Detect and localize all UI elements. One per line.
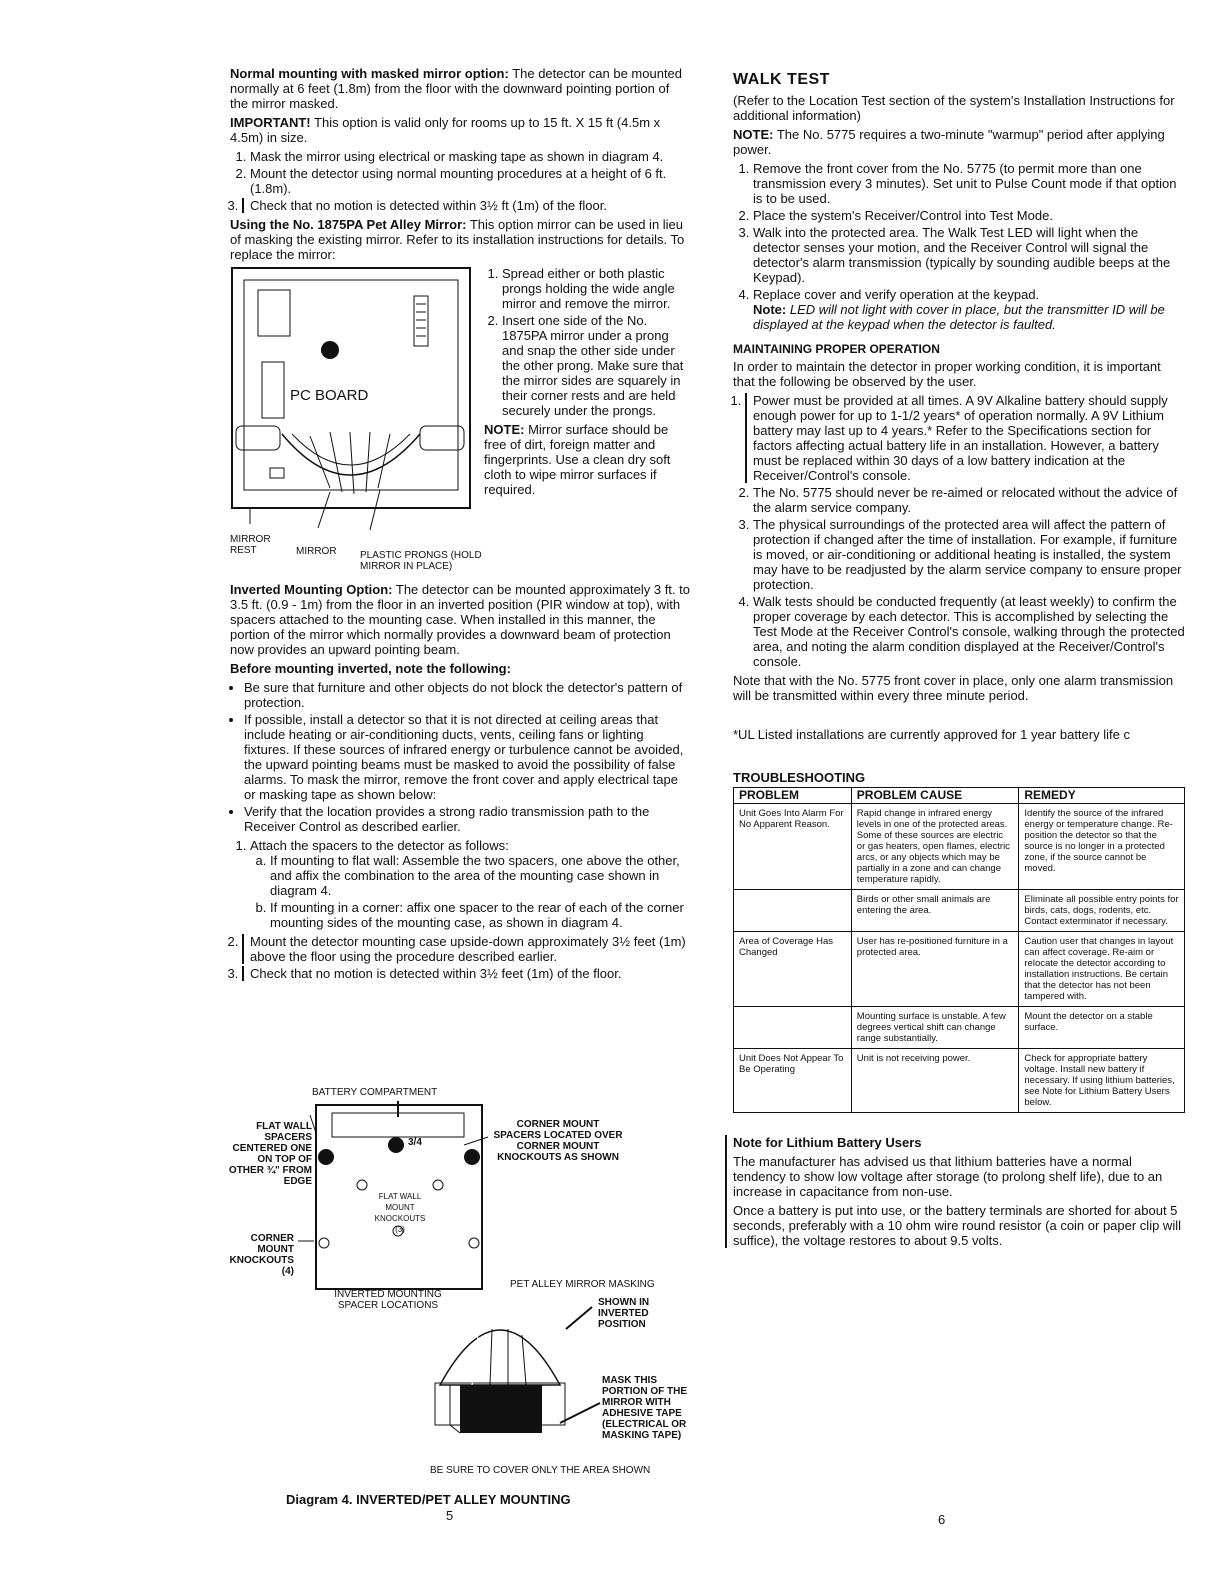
list-item: a. If mounting to flat wall: Assemble the two spacers, one above the other, and affix the combination to the area of the mounting case shown in diagram 4. xyxy=(270,853,690,898)
battery-compartment-label: BATTERY COMPARTMENT xyxy=(312,1087,438,1098)
table-header-row xyxy=(734,788,1185,804)
walk-test-note-text: The No. 5775 requires a two-minute "warmup" period after applying power. xyxy=(733,127,1165,157)
table-row xyxy=(734,1049,1185,1113)
diagram-4 xyxy=(220,1085,700,1485)
cause-cell: Mounting surface is unstable. A few degrees vertical shift can change range substantially. xyxy=(851,1007,1019,1049)
list-item: 2. Place the system's Receiver/Control into Test Mode. xyxy=(753,208,1185,223)
pet-alley-note xyxy=(484,422,690,497)
plastic-prongs-label: PLASTIC PRONGS (HOLD MIRROR IN PLACE) xyxy=(360,550,482,572)
maintaining-heading: MAINTAINING PROPER OPERATION xyxy=(733,342,940,356)
important-text: This option is valid only for rooms up to 15 ft. X 15 ft (4.5m x 4.5m) in size. xyxy=(230,115,661,145)
walk-test-steps xyxy=(733,161,1185,332)
table-row xyxy=(734,890,1185,932)
troubleshooting-heading: TROUBLESHOOTING xyxy=(733,770,866,785)
flat-wall-knockouts-label: FLAT WALL MOUNT KNOCKOUTS (3) xyxy=(374,1192,426,1234)
problem-cell xyxy=(734,1007,852,1049)
pet-alley-note-text: Mirror surface should be free of dirt, foreign matter and fingerprints. Use a clean dry soft cloth to wipe mirror surfaces if required. xyxy=(484,422,671,497)
cause-cell: Unit is not receiving power. xyxy=(851,1049,1019,1113)
table-row xyxy=(734,932,1185,1007)
remedy-cell: Check for appropriate battery voltage. Install new battery if necessary. If using lithium batteries, see Note for Lithium Battery Users below. xyxy=(1019,1049,1185,1113)
maintaining-items xyxy=(733,393,1185,669)
inverted-text: The detector can be mounted approximately 3 ft. to 3.5 ft. (0.9 - 1m) from the floor in an inverted position (PIR window at top), with spacers attached to the mounting case. When installed in this manner, the portion of the mirror which normally provides a downward beam of protection now provides an upward pointing beam. xyxy=(230,582,690,657)
list-item: • Be sure that furniture and other objects do not block the detector's pattern of protection. xyxy=(244,680,690,710)
list-item: 3. Walk into the protected area. The Walk Test LED will light when the detector senses your motion, and the Receiver Control will signal the detector's alarm transmission (typically by sounding audible beeps at the Keypad). xyxy=(753,225,1185,285)
normal-mounting-text: The detector can be mounted normally at 6 feet (1.8m) from the floor with the downward pointing portion of the mirror masked. xyxy=(230,66,683,111)
pet-alley-heading: Using the No. 1875PA Pet Alley Mirror: xyxy=(230,217,467,232)
corner-knockouts-label: CORNER MOUNT KNOCKOUTS (4) xyxy=(229,1233,294,1277)
problem-cell: Unit Does Not Appear To Be Operating xyxy=(734,1049,852,1113)
list-item: 4. Walk tests should be conducted frequently (at least weekly) to confirm the proper coverage by each detector. This is accomplished by selecting the Test Mode at the Receiver Control's console, walking through the protected area, and noting the alarm condition displayed at the Receiver/Control's console. xyxy=(753,594,1185,669)
walk-test-note xyxy=(733,127,1185,157)
mirror-label: MIRROR xyxy=(296,546,337,557)
right-column xyxy=(733,72,1185,1252)
table-row xyxy=(734,1007,1185,1049)
problem-cell: Area of Coverage Has Changed xyxy=(734,932,852,1007)
normal-mounting-para xyxy=(230,66,690,111)
pc-board-label: PC BOARD xyxy=(290,387,369,404)
pet-alley-masking-label: PET ALLEY MIRROR MASKING xyxy=(510,1279,655,1290)
corner-mount-spacers-label: CORNER MOUNT SPACERS LOCATED OVER CORNER MOUNT KNOCKOUTS AS SHOWN xyxy=(493,1119,623,1163)
shown-inverted-label: SHOWN IN INVERTED POSITION xyxy=(598,1297,650,1330)
page-number-6: 6 xyxy=(938,1512,946,1527)
cause-cell: User has re-positioned furniture in a protected area. xyxy=(851,932,1019,1007)
list-item: • If possible, install a detector so that it is not directed at ceiling areas that include heating or air-conditioning ducts, vents, ceiling fans or lighting fixtures. If these sources of infrared energy or turbulence cannot be avoided, the upward pointing beams must be masked to avoid the possibility of false alarms. To mask the mirror, remove the front cover and apply electrical tape or masking tape as shown below: xyxy=(244,712,690,802)
list-item: 1. Power must be provided at all times. A 9V Alkaline battery should supply enough power for up to 1-1/2 years* of operation normally. A 9V Lithium battery may last up to 4 years.* Refer to the Specifications section for factors affecting actual battery life in an installation. However, a battery must be replaced within 30 days of a low battery indication at the Receiver/Control's console. xyxy=(745,393,1185,483)
normal-mounting-steps xyxy=(230,149,690,213)
flat-wall-spacers-label: FLAT WALL SPACERS CENTERED ONE ON TOP OF OTHER ¾" FROM EDGE xyxy=(228,1121,312,1187)
normal-mounting-heading: Normal mounting with masked mirror option: xyxy=(230,66,509,81)
list-item: b. If mounting in a corner: affix one spacer to the rear of each of the corner mounting sides of the mounting case, as shown in diagram 4. xyxy=(270,900,690,930)
problem-cell xyxy=(734,890,852,932)
dimension-label: 3/4 xyxy=(408,1137,422,1148)
lithium-para-2: Once a battery is put into use, or the battery terminals are shorted for about 5 seconds, preferably with a 10 ohm wire round resistor (a coin or paper clip will suffice), the voltage restores to about 9.5 volts. xyxy=(733,1203,1181,1248)
list-item: 3. Check that no motion is detected within 3½ ft (1m) of the floor. xyxy=(242,198,690,213)
column-header: REMEDY xyxy=(1019,788,1185,804)
remedy-cell: Eliminate all possible entry points for birds, cats, dogs, rodents, etc. Contact exterminator if necessary. xyxy=(1019,890,1185,932)
table-row xyxy=(734,804,1185,890)
inverted-heading: Inverted Mounting Option: xyxy=(230,582,393,597)
pc-board-figure xyxy=(230,266,482,576)
before-mounting-bullets xyxy=(230,680,690,834)
step4-note-label: Note: xyxy=(753,302,787,317)
mask-portion-label: MASK THIS PORTION OF THE MIRROR WITH ADHESIVE TAPE (ELECTRICAL OR MASKING TAPE) xyxy=(602,1375,687,1441)
inverted-para xyxy=(230,582,690,657)
ul-footnote: *UL Listed installations are currently approved for 1 year battery life c xyxy=(733,727,1130,742)
left-column xyxy=(230,66,690,985)
walk-test-step-4: Replace cover and verify operation at the keypad. xyxy=(753,287,1040,302)
lithium-note xyxy=(725,1135,1185,1248)
list-item xyxy=(250,838,690,930)
list-item: 2. Mount the detector mounting case upside-down approximately 3½ feet (1m) above the floor using the procedure described earlier. xyxy=(242,934,690,964)
remedy-cell: Identify the source of the infrared energy or temperature change. Re-position the detector so that the source is no longer in a protected zone, if the source cannot be moved. xyxy=(1019,804,1185,890)
remedy-cell: Mount the detector on a stable surface. xyxy=(1019,1007,1185,1049)
list-item: 1. Mask the mirror using electrical or masking tape as shown in diagram 4. xyxy=(250,149,690,164)
walk-test-note-label: NOTE: xyxy=(733,127,774,142)
cause-cell: Rapid change in infrared energy levels in one of the protected areas. Some of these sources are electric or gas heaters, open flames, electric arcs, or any objects which may be partially in a zone and can change temperature rapidly. xyxy=(851,804,1019,890)
lithium-para-1: The manufacturer has advised us that lithium batteries have a normal tendency to show low voltage after storage (to prolong shelf life), due to an increase in capacitance from non-use. xyxy=(733,1154,1163,1199)
maintaining-intro: In order to maintain the detector in proper working condition, it is important that the following be observed by the user. xyxy=(733,359,1161,389)
pet-alley-steps-block xyxy=(484,266,690,576)
list-item: 3. Check that no motion is detected within 3½ feet (1m) of the floor. xyxy=(242,966,690,981)
list-item xyxy=(753,287,1185,332)
before-mounting-heading: Before mounting inverted, note the following: xyxy=(230,661,511,676)
walk-test-heading: WALK TEST xyxy=(733,71,830,88)
list-item: 2. The No. 5775 should never be re-aimed or relocated without the advice of the alarm service company. xyxy=(753,485,1185,515)
inverted-substeps xyxy=(250,853,690,930)
pet-alley-note-label: NOTE: xyxy=(484,422,525,437)
list-item: 2. Mount the detector using normal mounting procedures at a height of 6 ft. (1.8m). xyxy=(250,166,690,196)
diagram-4-caption: Diagram 4. INVERTED/PET ALLEY MOUNTING xyxy=(286,1492,571,1507)
list-item: 2. Insert one side of the No. 1875PA mirror under a prong and snap the other side under the other prong. Make sure that the mirror sides are squarely in their corner rests and are held securely under the prongs. xyxy=(502,313,690,418)
remedy-cell: Caution user that changes in layout can affect coverage. Re-aim or relocate the detector according to installation instructions. Be certain that the detector has not been tampered with. xyxy=(1019,932,1185,1007)
problem-cell: Unit Goes Into Alarm For No Apparent Reason. xyxy=(734,804,852,890)
column-header: PROBLEM xyxy=(734,788,852,804)
list-item: 3. The physical surroundings of the protected area will affect the pattern of protection if changed after the time of installation. For example, if furniture is moved, or air-conditioning or additional heating is installed, the system may have to be readjusted by the alarm service company to ensure proper protection. xyxy=(753,517,1185,592)
pet-alley-text: This option mirror can be used in lieu of masking the existing mirror. Refer to its installation instructions for details. To replace the mirror: xyxy=(230,217,685,262)
troubleshooting-table xyxy=(733,787,1185,1113)
inverted-step-1: Attach the spacers to the detector as follows: xyxy=(250,838,509,853)
be-sure-label: BE SURE TO COVER ONLY THE AREA SHOWN xyxy=(430,1465,651,1476)
maintaining-note: Note that with the No. 5775 front cover in place, only one alarm transmission will be transmitted within every three minute period. xyxy=(733,673,1174,703)
important-label: IMPORTANT! xyxy=(230,115,311,130)
step4-note-text: LED will not light with cover in place, but the transmitter ID will be displayed at the keypad when the detector is faulted. xyxy=(753,302,1165,332)
inverted-steps xyxy=(230,838,690,981)
pet-alley-para xyxy=(230,217,690,262)
inverted-spacer-caption: INVERTED MOUNTING SPACER LOCATIONS xyxy=(334,1289,442,1311)
important-para xyxy=(230,115,690,145)
list-item: 1. Spread either or both plastic prongs holding the wide angle mirror and remove the mirror. xyxy=(502,266,690,311)
cause-cell: Birds or other small animals are entering the area. xyxy=(851,890,1019,932)
mirror-rest-label: MIRROR REST xyxy=(230,534,271,556)
lithium-heading: Note for Lithium Battery Users xyxy=(733,1135,922,1150)
pet-alley-steps xyxy=(484,266,690,418)
pet-alley-section xyxy=(230,266,690,576)
walk-test-ref: (Refer to the Location Test section of the system's Installation Instructions for additional information) xyxy=(733,93,1175,123)
page-number-5: 5 xyxy=(446,1508,454,1523)
list-item: 1. Remove the front cover from the No. 5775 (to permit more than one transmission every 3 minutes). Set unit to Pulse Count mode if that option is to be used. xyxy=(753,161,1185,206)
column-header: PROBLEM CAUSE xyxy=(851,788,1019,804)
list-item: • Verify that the location provides a strong radio transmission path to the Receiver Control as described earlier. xyxy=(244,804,690,834)
